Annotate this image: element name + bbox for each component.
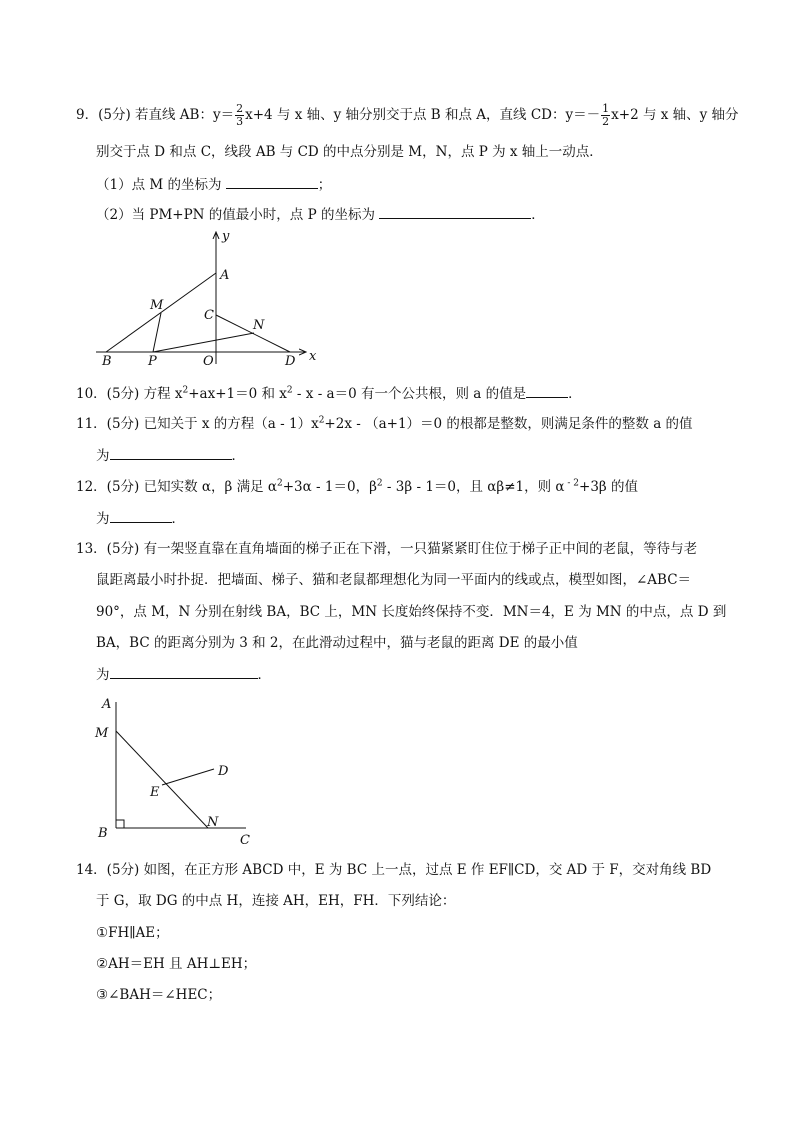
q14-conclusion-2: ②AH＝EH 且 AH⊥EH； <box>96 956 257 972</box>
q11-line2 <box>96 445 245 466</box>
q13-line3: 90°，点 M，N 分别在射线 BA，BC 上，MN 长度始终保持不变．MN＝4，E 为 MN 的中点，点 D 到 <box>96 604 727 620</box>
label-o: O <box>203 354 214 368</box>
q9-text-c: x+2 与 x 轴、y 轴分 <box>611 107 739 123</box>
q9-answer-blank-1[interactable] <box>226 174 318 189</box>
label-m: M <box>150 298 164 313</box>
segment-mn <box>116 731 208 828</box>
q13-end: ． <box>257 667 271 683</box>
q13-line2: 鼠距离最小时扑捉．把墙面、梯子、猫和老鼠都理想化为同一平面内的线或点，模型如图，∠ABC＝ <box>96 572 692 588</box>
q13-line1: 13．(5分) 有一架竖直靠在直角墙面的梯子正在下滑，一只猫紧紧盯住位于梯子正中间的老鼠，等待与老 <box>76 541 698 557</box>
q12-text-d: +3β 的值 <box>579 479 639 495</box>
label-c: C <box>204 308 214 323</box>
q14-line1: 14．(5分) 如图，在正方形 ABCD 中，E 为 BC 上一点，过点 E 作 EF∥CD，交 AD 于 F，交对角线 BD <box>76 862 712 878</box>
q10-text-c: - x - a＝0 有一个公共根，则 a 的值是 <box>292 386 527 402</box>
q12-line1 <box>76 477 638 497</box>
label-c: C <box>240 833 250 848</box>
frac1-num: 2 <box>236 102 244 115</box>
q13-line5-text: 为 <box>96 667 110 683</box>
frac2-den: 2 <box>602 115 610 128</box>
q11-end: ． <box>231 448 245 464</box>
q11-text-b: +2x - （a+1）＝0 的根都是整数，则满足条件的整数 a 的值 <box>324 416 693 432</box>
right-angle-mark <box>116 820 124 828</box>
segment-mp <box>153 313 161 352</box>
q12-sup3: - 2 <box>564 478 580 489</box>
frac1-den: 3 <box>236 115 244 128</box>
q14-line2: 于 G，取 DG 的中点 H，连接 AH，EH，FH．下列结论： <box>96 893 456 909</box>
label-n: N <box>207 815 219 830</box>
q12-end: ． <box>171 511 185 527</box>
q9-fraction-1 <box>235 103 244 128</box>
q9-part2 <box>96 204 545 225</box>
label-n: N <box>253 318 265 333</box>
q9-part1-end: ； <box>317 177 332 193</box>
q13-line4: BA，BC 的距离分别为 3 和 2，在此滑动过程中，猫与老鼠的距离 DE 的最小值 <box>96 635 578 651</box>
q13-figure <box>90 692 260 848</box>
frac2-num: 1 <box>602 102 610 115</box>
q11-line2-text: 为 <box>96 448 110 464</box>
q9-part2-text: （2）当 PM+PN 的值最小时，点 P 的坐标为 <box>96 207 375 223</box>
q9-text-b: x+4 与 x 轴、y 轴分别交于点 B 和点 A，直线 CD：y＝－ <box>245 107 601 123</box>
label-a: A <box>102 697 112 712</box>
q9-line2: 别交于点 D 和点 C，线段 AB 与 CD 的中点分别是 M，N，点 P 为 x 轴上一动点． <box>96 144 603 160</box>
q12-text-a: 12．(5分) 已知实数 α，β 满足 α <box>76 479 278 495</box>
q14-conclusion-1: ①FH∥AE； <box>96 925 169 941</box>
q13-line5 <box>96 664 271 685</box>
q9-answer-blank-2[interactable] <box>379 204 531 219</box>
label-e: E <box>150 785 160 800</box>
segment-pn <box>153 333 254 352</box>
q9-part1 <box>96 174 331 195</box>
label-b: B <box>98 826 108 841</box>
label-d: D <box>285 354 296 368</box>
q13-answer-blank[interactable] <box>110 664 258 679</box>
segment-ed <box>162 769 214 785</box>
q12-sup1: 2 <box>277 478 283 489</box>
q9-figure <box>90 226 330 368</box>
q9-part2-end: ． <box>531 207 545 223</box>
label-m: M <box>95 726 109 741</box>
q10-text-a: 10．(5分) 方程 x <box>76 386 183 402</box>
q12-text-c: - 3β - 1＝0，且 αβ≠1，则 α <box>382 479 565 495</box>
label-x: x <box>309 349 317 364</box>
q12-line2-text: 为 <box>96 511 110 527</box>
q12-sup2: 2 <box>376 478 383 489</box>
q11-answer-blank[interactable] <box>110 445 232 460</box>
q12-line2 <box>96 508 185 529</box>
q9-part1-text: （1）点 M 的坐标为 <box>96 177 222 193</box>
q11-line1 <box>76 414 693 434</box>
q9-fraction-2 <box>601 103 610 128</box>
label-p: P <box>148 354 157 368</box>
label-d: D <box>218 764 229 779</box>
q10-end: ． <box>568 386 582 402</box>
q10-answer-blank[interactable] <box>526 383 568 398</box>
q14-conclusion-3: ③∠BAH＝∠HEC； <box>96 987 222 1003</box>
q12-answer-blank[interactable] <box>110 508 172 523</box>
q12-text-b: +3α - 1＝0，β <box>282 479 377 495</box>
label-y: y <box>222 229 230 244</box>
q11-sup: 2 <box>318 415 325 426</box>
q10-sup-b: 2 <box>286 385 293 396</box>
q10-text-b: +ax+1＝0 和 x <box>188 386 287 402</box>
q9-line1 <box>76 103 739 128</box>
q11-text-a: 11．(5分) 已知关于 x 的方程（a - 1）x <box>76 416 319 432</box>
label-b: B <box>102 354 112 368</box>
q10 <box>76 383 582 404</box>
label-a: A <box>220 268 230 283</box>
q10-sup-a: 2 <box>182 385 189 396</box>
q9-text-a: 9．(5分) 若直线 AB：y＝ <box>76 107 235 123</box>
